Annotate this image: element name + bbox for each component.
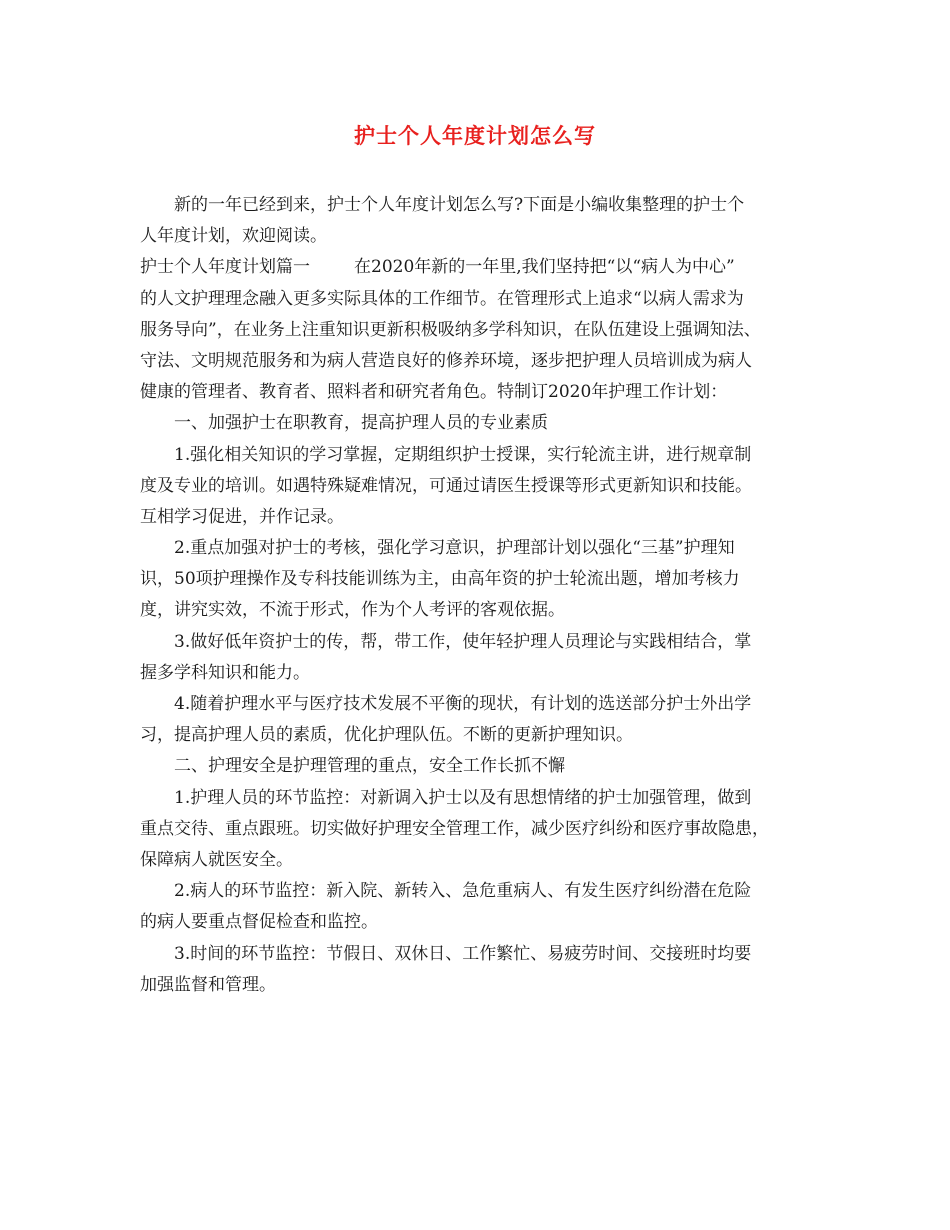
paragraph-line-with-label bbox=[140, 252, 830, 283]
section-label: 护士个人年度计划篇一 bbox=[140, 257, 310, 278]
paragraph-line: 的人文护理理念融入更多实际具体的工作细节。在管理形式上追求“以病人需求为 bbox=[140, 288, 744, 309]
paragraph-line: 服务导向”，在业务上注重知识更新积极吸纳多学科知识，在队伍建设上强调知法、 bbox=[140, 319, 761, 340]
paragraph-line: 识，50项护理操作及专科技能训练为主，由高年资的护士轮流出题，增加考核力 bbox=[140, 569, 740, 590]
paragraph-line: 人年度计划，欢迎阅读。 bbox=[140, 226, 327, 247]
paragraph-line: 保障病人就医安全。 bbox=[140, 849, 293, 870]
paragraph-line: 1.强化相关知识的学习掌握，定期组织护士授课，实行轮流主讲，进行规章制 bbox=[174, 444, 752, 465]
paragraph-line: 2.病人的环节监控：新入院、新转入、急危重病人、有发生医疗纠纷潜在危险 bbox=[174, 881, 752, 902]
paragraph-line: 新的一年已经到来，护士个人年度计划怎么写?下面是小编收集整理的护士个 bbox=[174, 195, 745, 215]
document-title: 护士个人年度计划怎么写 bbox=[354, 123, 596, 148]
section-heading: 一、加强护士在职教育，提高护理人员的专业素质 bbox=[174, 413, 548, 434]
paragraph-line: 4.随着护理水平与医疗技术发展不平衡的现状，有计划的选送部分护士外出学 bbox=[174, 694, 752, 714]
paragraph-line: 习，提高护理人员的素质，优化护理队伍。不断的更新护理知识。 bbox=[140, 725, 633, 746]
paragraph-line: 度及专业的培训。如遇特殊疑难情况，可通过请医生授课等形式更新知识和技能。 bbox=[140, 475, 752, 496]
paragraph-line: 握多学科知识和能力。 bbox=[140, 662, 310, 683]
paragraph-line: 度，讲究实效，不流于形式，作为个人考评的客观依据。 bbox=[140, 600, 565, 621]
paragraph-line: 2.重点加强对护士的考核，强化学习意识，护理部计划以强化“三基”护理知 bbox=[174, 538, 735, 559]
paragraph-line: 互相学习促进，并作记录。 bbox=[140, 506, 344, 527]
paragraph-line: 加强监督和管理。 bbox=[140, 974, 276, 995]
paragraph-line: 1.护理人员的环节监控：对新调入护士以及有思想情绪的护士加强管理，做到 bbox=[174, 787, 752, 808]
paragraph-text: 在2020年新的一年里,我们坚持把“以“病人为中心” bbox=[354, 257, 735, 278]
paragraph-line: 的病人要重点督促检查和监控。 bbox=[140, 912, 378, 933]
paragraph-line: 健康的管理者、教育者、照料者和研究者角色。特制订2020年护理工作计划： bbox=[140, 382, 728, 403]
section-heading: 二、护理安全是护理管理的重点，安全工作长抓不懈 bbox=[174, 756, 565, 777]
paragraph-line: 守法、文明规范服务和为病人营造良好的修养环境，逐步把护理人员培训成为病人 bbox=[140, 350, 752, 371]
document-body bbox=[140, 190, 830, 1001]
paragraph-line: 3.做好低年资护士的传，帮，带工作，使年轻护理人员理论与实践相结合，掌 bbox=[174, 631, 752, 652]
paragraph-line: 重点交待、重点跟班。切实做好护理安全管理工作，减少医疗纠纷和医疗事故隐患， bbox=[140, 818, 769, 839]
paragraph-line: 3.时间的环节监控：节假日、双休日、工作繁忙、易疲劳时间、交接班时均要 bbox=[174, 943, 752, 964]
